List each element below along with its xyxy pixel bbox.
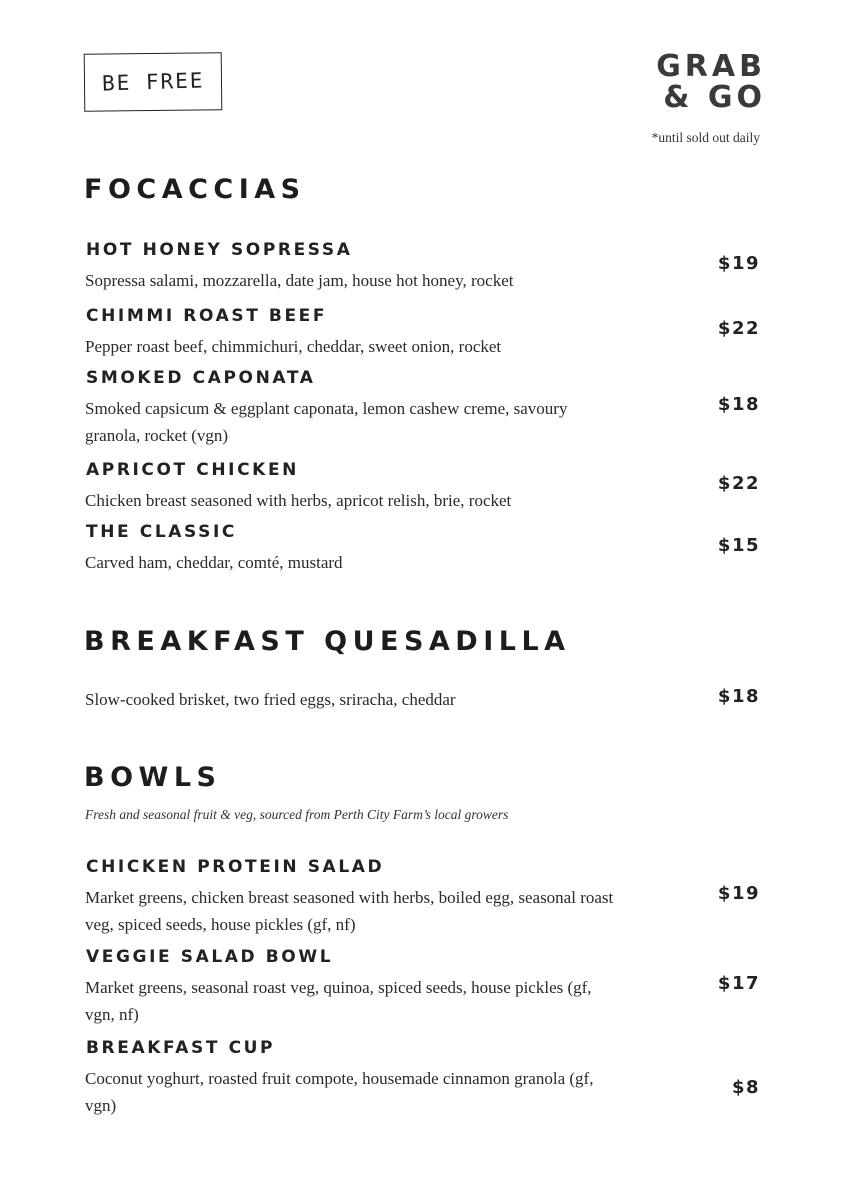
item-price: $8 <box>731 1077 760 1098</box>
item-name: CHICKEN PROTEIN SALAD <box>86 857 385 877</box>
menu-heading-line1: GRAB <box>656 49 766 84</box>
item-name: BREAKFAST CUP <box>86 1038 276 1058</box>
item-name: VEGGIE SALAD BOWL <box>86 947 334 967</box>
item-description: Coconut yoghurt, roasted fruit compote, housemade cinnamon granola (gf, vgn) <box>85 1069 594 1115</box>
availability-note: *until sold out daily <box>651 130 760 145</box>
item-name: CHIMMI ROAST BEEF <box>86 306 328 326</box>
item-price: $19 <box>717 883 760 904</box>
item-description: Slow-cooked brisket, two fried eggs, sriracha, cheddar <box>85 690 456 709</box>
item-description: Market greens, seasonal roast veg, quinoa, spiced seeds, house pickles (gf, vgn, nf) <box>85 978 592 1024</box>
menu-heading-line2: & GO <box>663 80 766 115</box>
section-title-bowls: BOWLS <box>84 762 222 793</box>
item-description: Smoked capsicum & eggplant caponata, lemon cashew creme, savoury granola, rocket (vgn) <box>85 399 568 445</box>
item-price: $15 <box>717 535 760 556</box>
item-description: Market greens, chicken breast seasoned with herbs, boiled egg, seasonal roast veg, spiced seeds, house pickles (gf, nf) <box>85 888 614 934</box>
item-description: Sopressa salami, mozzarella, date jam, house hot honey, rocket <box>85 271 514 290</box>
logo-box <box>84 52 223 111</box>
item-price: $22 <box>717 473 760 494</box>
item-name: THE CLASSIC <box>86 522 237 542</box>
item-name: SMOKED CAPONATA <box>86 368 316 388</box>
item-description: Carved ham, cheddar, comté, mustard <box>85 553 343 572</box>
item-description: Pepper roast beef, chimmichuri, cheddar, sweet onion, rocket <box>85 337 502 356</box>
section-title-focaccias: FOCACCIAS <box>84 174 306 205</box>
item-name: APRICOT CHICKEN <box>86 460 299 480</box>
item-price: $19 <box>717 253 760 274</box>
item-price: $17 <box>717 973 760 994</box>
item-name: HOT HONEY SOPRESSA <box>86 240 353 260</box>
item-price: $18 <box>717 686 760 707</box>
item-price: $22 <box>717 318 760 339</box>
bowls-sourcing-note: Fresh and seasonal fruit & veg, sourced from Perth City Farm’s local growers <box>85 807 509 822</box>
menu-heading <box>656 51 766 113</box>
section-title-quesadilla: BREAKFAST QUESADILLA <box>84 626 571 657</box>
logo-text: BE FREE <box>101 68 205 96</box>
item-price: $18 <box>717 394 760 415</box>
item-description: Chicken breast seasoned with herbs, apricot relish, brie, rocket <box>85 491 512 510</box>
